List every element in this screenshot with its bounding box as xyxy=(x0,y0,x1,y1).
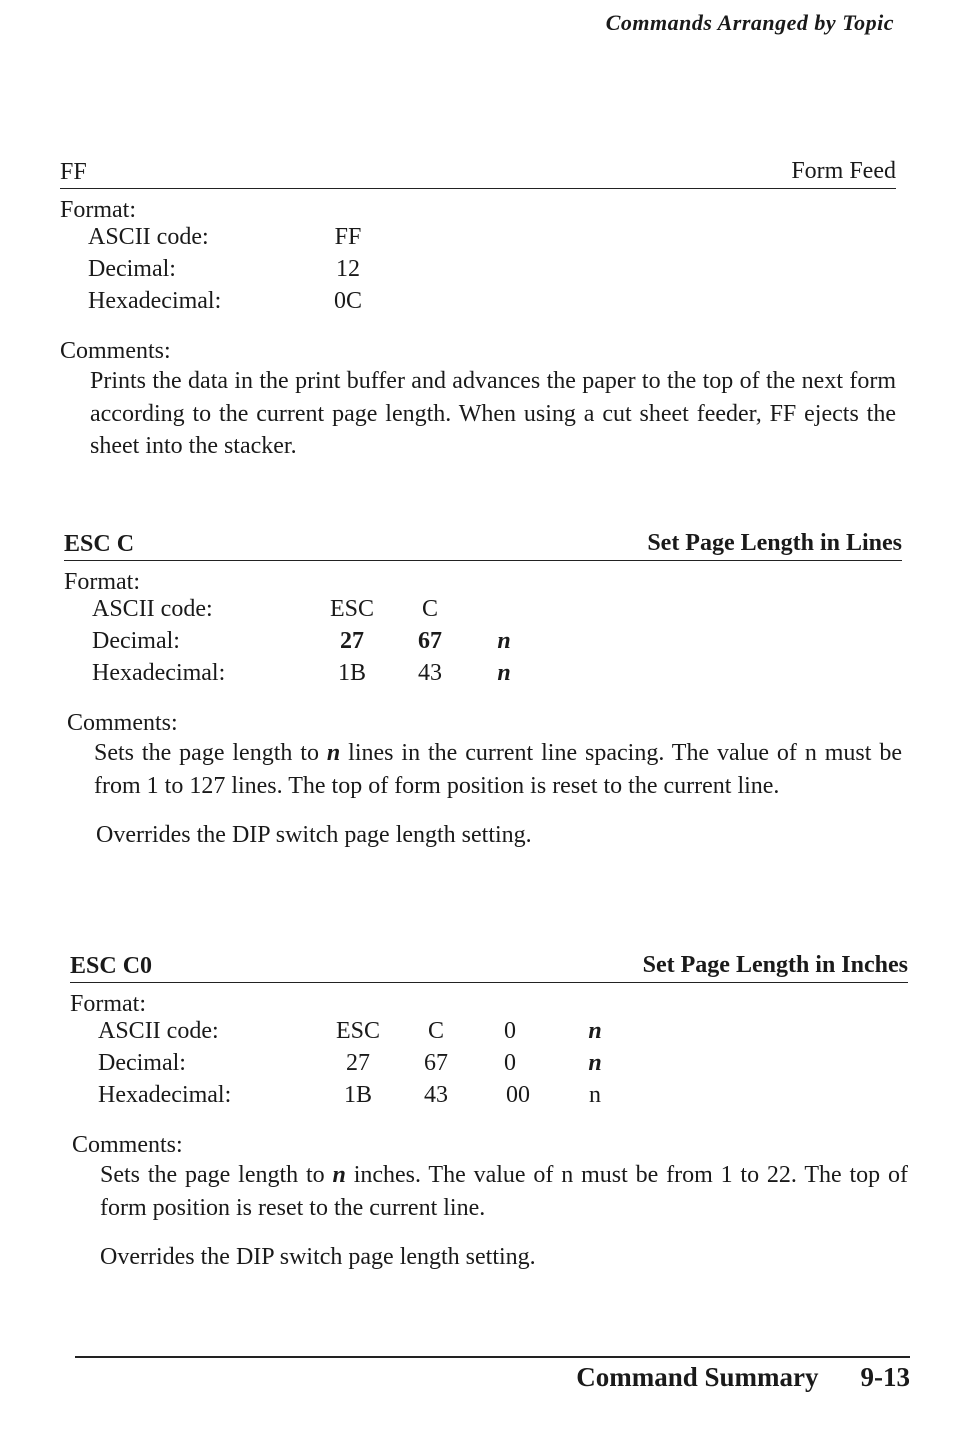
footer-rule xyxy=(75,1356,910,1358)
format-row-decimal xyxy=(70,1050,908,1082)
row-label: ASCII code: xyxy=(92,596,213,622)
comment-paragraph: Overrides the DIP switch page length setting. xyxy=(96,822,532,848)
row-label: Hexadecimal: xyxy=(92,660,226,686)
code-value: 1B xyxy=(343,1082,372,1108)
parameter-n: n xyxy=(332,1162,346,1188)
section-header xyxy=(64,524,902,561)
command-title: Set Page Length in Inches xyxy=(642,952,908,978)
comments-label: Comments: xyxy=(60,338,171,364)
parameter-n: n xyxy=(497,660,511,686)
command-title: Set Page Length in Lines xyxy=(647,530,902,556)
format-row-hex xyxy=(70,1082,908,1114)
code-value: 1B xyxy=(337,660,366,686)
format-row-ascii xyxy=(64,596,902,628)
parameter-n: n xyxy=(588,1050,602,1076)
command-name: ESC C0 xyxy=(70,953,153,979)
command-name: FF xyxy=(60,159,87,185)
code-value: 00 xyxy=(506,1082,530,1108)
row-label: ASCII code: xyxy=(98,1018,219,1044)
format-row-decimal xyxy=(64,628,902,660)
code-value: C xyxy=(421,596,438,622)
comment-paragraph: Overrides the DIP switch page length setting. xyxy=(100,1244,536,1270)
code-value: 0 xyxy=(504,1050,516,1076)
command-title: Form Feed xyxy=(791,158,896,184)
comments-label: Comments: xyxy=(72,1132,183,1158)
code-value: ESC xyxy=(329,596,374,622)
code-value: 43 xyxy=(424,1082,448,1108)
code-value: FF xyxy=(334,224,362,250)
parameter-n: n xyxy=(497,628,511,654)
code-value: 27 xyxy=(340,628,364,654)
row-label: Hexadecimal: xyxy=(88,288,222,314)
row-label: Hexadecimal: xyxy=(98,1082,232,1108)
section-header xyxy=(70,946,908,983)
format-row-ascii xyxy=(60,224,896,256)
row-label: Decimal: xyxy=(88,256,176,282)
format-label: Format: xyxy=(70,991,146,1017)
format-label: Format: xyxy=(60,197,136,223)
code-value: 67 xyxy=(418,628,442,654)
command-name: ESC C xyxy=(64,531,135,557)
code-value: 0C xyxy=(333,288,362,314)
code-value: 43 xyxy=(418,660,442,686)
code-value: 0 xyxy=(504,1018,516,1044)
parameter-n: n xyxy=(589,1082,601,1108)
code-value: ESC xyxy=(335,1018,380,1044)
code-value: C xyxy=(427,1018,444,1044)
row-label: ASCII code: xyxy=(88,224,209,250)
running-head: Commands Arranged by Topic xyxy=(605,10,894,35)
code-value: 12 xyxy=(336,256,360,282)
comment-paragraph: Sets the page length to n lines in the current line spacing. The value of n must be from 1 to 127 lines. The top of form position is reset to the current line. xyxy=(94,740,903,799)
row-label: Decimal: xyxy=(98,1050,186,1076)
code-value: 67 xyxy=(424,1050,448,1076)
format-label: Format: xyxy=(64,569,140,595)
parameter-n: n xyxy=(326,740,341,766)
page-number: 9-13 xyxy=(860,1362,910,1392)
footer-title: Command Summary xyxy=(576,1362,819,1392)
format-row-hex xyxy=(60,288,896,320)
section-esc-c xyxy=(64,524,902,852)
section-esc-c0 xyxy=(70,946,908,1274)
comment-paragraph: Sets the page length to n inches. The value of n must be from 1 to 22. The top of form position is reset to the current line. xyxy=(100,1162,908,1221)
page-footer xyxy=(576,1362,910,1393)
parameter-n: n xyxy=(588,1018,602,1044)
format-row-hex xyxy=(64,660,902,692)
comments-label: Comments: xyxy=(67,710,178,736)
code-value: 27 xyxy=(346,1050,370,1076)
section-ff xyxy=(60,152,896,463)
format-row-ascii xyxy=(70,1018,908,1050)
row-label: Decimal: xyxy=(92,628,180,654)
comment-paragraph: Prints the data in the print buffer and advances the paper to the top of the next form according to the current page length. When using a cut sheet feeder, FF ejects the sheet into the stacker. xyxy=(90,368,896,459)
format-row-decimal xyxy=(60,256,896,288)
section-header xyxy=(60,152,896,189)
